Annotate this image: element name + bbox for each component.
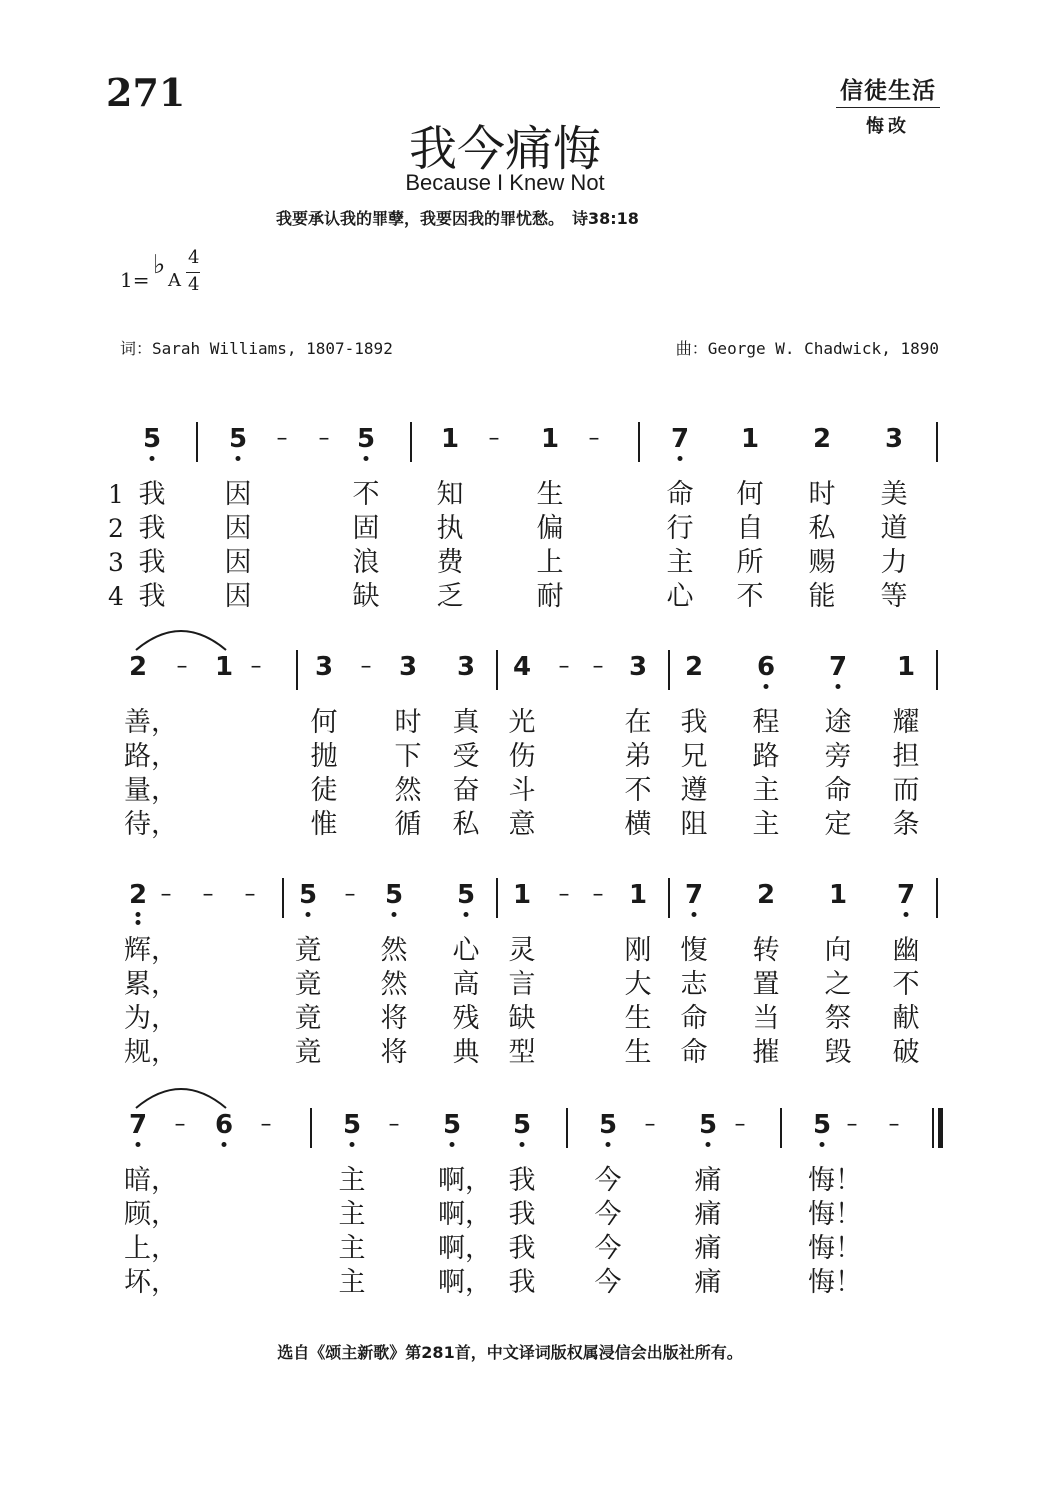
lyric-syllable: 我 bbox=[508, 1199, 536, 1230]
slur-arc bbox=[136, 624, 226, 654]
lyric-syllable: 痛 bbox=[694, 1199, 722, 1230]
sustain-dash: – bbox=[360, 654, 372, 679]
lyric-syllable: 光 bbox=[508, 707, 536, 738]
note: 7 bbox=[896, 880, 916, 910]
lyric-syllable: 奋 bbox=[452, 775, 480, 806]
octave-dot-below bbox=[136, 1142, 141, 1147]
lyric-syllable: 不 bbox=[892, 969, 920, 1000]
lyric-syllable: 而 bbox=[892, 775, 920, 806]
lyric-syllable: 置 bbox=[752, 969, 780, 1000]
lyric-syllable: 待， bbox=[124, 809, 178, 840]
lyric-syllable: 执 bbox=[436, 513, 464, 544]
lyric-syllable: 自 bbox=[736, 513, 764, 544]
octave-dot-below bbox=[236, 456, 241, 461]
lyric-syllable: 主 bbox=[752, 775, 780, 806]
note: 7 bbox=[670, 424, 690, 454]
octave-dot-below bbox=[364, 456, 369, 461]
lyric-syllable: 上， bbox=[124, 1233, 178, 1264]
lyric-syllable: 规， bbox=[124, 1037, 178, 1068]
lyric-syllable: 私 bbox=[452, 809, 480, 840]
note: 5 bbox=[384, 880, 404, 910]
barline bbox=[282, 878, 284, 918]
sustain-dash: – bbox=[488, 426, 500, 451]
sustain-dash: – bbox=[644, 1112, 656, 1137]
barline bbox=[496, 650, 498, 690]
note: 5 bbox=[342, 1110, 362, 1140]
lyric-syllable: 上 bbox=[536, 547, 564, 578]
lyric-syllable: 我 bbox=[138, 581, 166, 612]
note: 7 bbox=[128, 1110, 148, 1140]
octave-dot-below bbox=[350, 1142, 355, 1147]
lyric-syllable: 悔！ bbox=[808, 1199, 862, 1230]
lyric-syllable: 意 bbox=[508, 809, 536, 840]
lyric-syllable: 竟 bbox=[294, 935, 322, 966]
lyric-syllable: 程 bbox=[752, 707, 780, 738]
lyric-syllable: 不 bbox=[624, 775, 652, 806]
note: 2 bbox=[128, 880, 148, 910]
sustain-dash: – bbox=[174, 1112, 186, 1137]
lyric-syllable: 悔！ bbox=[808, 1233, 862, 1264]
lyric-syllable: 然 bbox=[394, 775, 422, 806]
lyric-syllable: 美 bbox=[880, 479, 908, 510]
lyric-syllable: 啊， bbox=[438, 1165, 492, 1196]
note: 6 bbox=[756, 652, 776, 682]
octave-dot-below bbox=[136, 920, 141, 925]
lyric-syllable: 不 bbox=[736, 581, 764, 612]
key-note: A bbox=[168, 270, 181, 291]
lyric-syllable: 缺 bbox=[508, 1003, 536, 1034]
lyric-syllable: 累， bbox=[124, 969, 178, 1000]
sustain-dash: – bbox=[160, 882, 172, 907]
lyric-syllable: 我 bbox=[508, 1233, 536, 1264]
sustain-dash: – bbox=[888, 1112, 900, 1137]
octave-dot-below bbox=[464, 912, 469, 917]
barline bbox=[310, 1108, 312, 1148]
lyric-syllable: 然 bbox=[380, 935, 408, 966]
note: 5 bbox=[442, 1110, 462, 1140]
lyric-syllable: 我 bbox=[138, 513, 166, 544]
source-note: 选自《颂主新歌》第281首，中文译词版权属浸信会出版社所有。 bbox=[277, 1343, 743, 1362]
lyric-syllable: 伤 bbox=[508, 741, 536, 772]
lyric-syllable: 摧 bbox=[752, 1037, 780, 1068]
lyric-syllable: 道 bbox=[880, 513, 908, 544]
lyric-syllable: 生 bbox=[536, 479, 564, 510]
lyric-syllable: 典 bbox=[452, 1037, 480, 1068]
note: 5 bbox=[698, 1110, 718, 1140]
note: 1 bbox=[628, 880, 648, 910]
note: 5 bbox=[298, 880, 318, 910]
lyric-syllable: 主 bbox=[338, 1199, 366, 1230]
octave-dot-below bbox=[706, 1142, 711, 1147]
lyric-syllable: 愎 bbox=[680, 935, 708, 966]
note: 5 bbox=[228, 424, 248, 454]
note: 6 bbox=[214, 1110, 234, 1140]
title-chinese: 我今痛悔 bbox=[408, 121, 601, 177]
octave-dot-below bbox=[692, 912, 697, 917]
lyric-syllable: 能 bbox=[808, 581, 836, 612]
barline bbox=[668, 878, 670, 918]
lyric-syllable: 路， bbox=[124, 741, 178, 772]
octave-dot-below bbox=[836, 684, 841, 689]
barline bbox=[936, 878, 938, 918]
lyric-syllable: 我 bbox=[508, 1165, 536, 1196]
sustain-dash: – bbox=[318, 426, 330, 451]
octave-dot-below bbox=[606, 1142, 611, 1147]
note: 1 bbox=[512, 880, 532, 910]
lyric-syllable: 今 bbox=[594, 1233, 622, 1264]
lyric-syllable: 竟 bbox=[294, 969, 322, 1000]
slur-arc bbox=[136, 1082, 226, 1112]
category-label: 信徒生活 bbox=[836, 72, 940, 108]
lyric-syllable: 我 bbox=[138, 547, 166, 578]
lyric-syllable: 命 bbox=[680, 1037, 708, 1068]
octave-dot-below bbox=[820, 1142, 825, 1147]
lyric-syllable: 真 bbox=[452, 707, 480, 738]
lyric-syllable: 将 bbox=[380, 1003, 408, 1034]
lyric-syllable: 赐 bbox=[808, 547, 836, 578]
sustain-dash: – bbox=[176, 654, 188, 679]
lyric-syllable: 因 bbox=[224, 547, 252, 578]
lyric-syllable: 担 bbox=[892, 741, 920, 772]
title-english: Because I Knew Not bbox=[405, 170, 605, 195]
lyric-syllable: 型 bbox=[508, 1037, 536, 1068]
note: 1 bbox=[740, 424, 760, 454]
note: 5 bbox=[812, 1110, 832, 1140]
note: 5 bbox=[512, 1110, 532, 1140]
music-credit: 曲：George W. Chadwick, 1890 bbox=[675, 339, 939, 358]
lyric-syllable: 顾， bbox=[124, 1199, 178, 1230]
lyric-syllable: 时 bbox=[394, 707, 422, 738]
note: 1 bbox=[440, 424, 460, 454]
lyric-syllable: 祭 bbox=[824, 1003, 852, 1034]
lyric-syllable: 耐 bbox=[536, 581, 564, 612]
note: 3 bbox=[884, 424, 904, 454]
lyric-syllable: 徒 bbox=[310, 775, 338, 806]
lyric-syllable: 私 bbox=[808, 513, 836, 544]
lyric-syllable: 命 bbox=[824, 775, 852, 806]
lyric-syllable: 时 bbox=[808, 479, 836, 510]
lyric-syllable: 将 bbox=[380, 1037, 408, 1068]
note: 5 bbox=[356, 424, 376, 454]
lyric-syllable: 定 bbox=[824, 809, 852, 840]
lyric-syllable: 遵 bbox=[680, 775, 708, 806]
lyric-syllable: 因 bbox=[224, 513, 252, 544]
lyric-syllable: 转 bbox=[752, 935, 780, 966]
lyric-syllable: 途 bbox=[824, 707, 852, 738]
lyric-syllable: 悔！ bbox=[808, 1165, 862, 1196]
sustain-dash: – bbox=[734, 1112, 746, 1137]
sustain-dash: – bbox=[588, 426, 600, 451]
lyric-syllable: 当 bbox=[752, 1003, 780, 1034]
lyric-syllable: 幽 bbox=[892, 935, 920, 966]
note: 2 bbox=[128, 652, 148, 682]
octave-dot-below bbox=[904, 912, 909, 917]
note: 7 bbox=[828, 652, 848, 682]
lyric-syllable: 惟 bbox=[310, 809, 338, 840]
lyric-syllable: 阻 bbox=[680, 809, 708, 840]
sustain-dash: – bbox=[244, 882, 256, 907]
lyric-syllable: 献 bbox=[892, 1003, 920, 1034]
lyric-syllable: 命 bbox=[680, 1003, 708, 1034]
note: 3 bbox=[314, 652, 334, 682]
lyric-syllable: 坏， bbox=[124, 1267, 178, 1298]
lyric-syllable: 痛 bbox=[694, 1267, 722, 1298]
lyric-syllable: 然 bbox=[380, 969, 408, 1000]
lyric-syllable: 主 bbox=[666, 547, 694, 578]
sustain-dash: – bbox=[260, 1112, 272, 1137]
note: 1 bbox=[214, 652, 234, 682]
key-prefix: 1= bbox=[120, 268, 150, 292]
lyric-syllable: 抛 bbox=[310, 741, 338, 772]
octave-dot-below bbox=[520, 1142, 525, 1147]
lyric-syllable: 向 bbox=[824, 935, 852, 966]
barline bbox=[296, 650, 298, 690]
lyric-syllable: 心 bbox=[666, 581, 694, 612]
note: 2 bbox=[812, 424, 832, 454]
lyric-syllable: 残 bbox=[452, 1003, 480, 1034]
lyric-syllable: 旁 bbox=[824, 741, 852, 772]
lyric-syllable: 痛 bbox=[694, 1233, 722, 1264]
note: 2 bbox=[756, 880, 776, 910]
final-barline-thin bbox=[932, 1108, 934, 1148]
lyric-syllable: 啊， bbox=[438, 1233, 492, 1264]
lyric-syllable: 知 bbox=[436, 479, 464, 510]
verse-number: 2 bbox=[108, 514, 124, 543]
time-signature-divider bbox=[186, 272, 200, 273]
subcategory-label: 悔改 bbox=[866, 116, 910, 137]
barline bbox=[566, 1108, 568, 1148]
verse-number: 1 bbox=[108, 480, 124, 509]
lyric-syllable: 条 bbox=[892, 809, 920, 840]
lyric-syllable: 费 bbox=[436, 547, 464, 578]
lyric-syllable: 命 bbox=[666, 479, 694, 510]
barline bbox=[196, 422, 198, 462]
octave-dot-below bbox=[306, 912, 311, 917]
lyric-syllable: 何 bbox=[736, 479, 764, 510]
lyric-syllable: 路 bbox=[752, 741, 780, 772]
sustain-dash: – bbox=[592, 654, 604, 679]
lyric-syllable: 量， bbox=[124, 775, 178, 806]
lyric-syllable: 大 bbox=[624, 969, 652, 1000]
time-signature-numerator: 4 bbox=[188, 247, 200, 268]
lyric-syllable: 暗， bbox=[124, 1165, 178, 1196]
lyric-syllable: 主 bbox=[752, 809, 780, 840]
note: 1 bbox=[896, 652, 916, 682]
lyric-syllable: 今 bbox=[594, 1199, 622, 1230]
lyric-syllable: 今 bbox=[594, 1165, 622, 1196]
lyric-syllable: 我 bbox=[138, 479, 166, 510]
lyric-syllable: 啊， bbox=[438, 1267, 492, 1298]
verse-number: 3 bbox=[108, 548, 124, 577]
lyric-syllable: 毁 bbox=[824, 1037, 852, 1068]
lyric-syllable: 竟 bbox=[294, 1003, 322, 1034]
lyric-syllable: 力 bbox=[880, 547, 908, 578]
lyric-syllable: 言 bbox=[508, 969, 536, 1000]
note: 1 bbox=[540, 424, 560, 454]
time-signature-denominator: 4 bbox=[188, 274, 200, 295]
octave-dot-below bbox=[222, 1142, 227, 1147]
lyric-syllable: 破 bbox=[892, 1037, 920, 1068]
lyric-syllable: 循 bbox=[394, 809, 422, 840]
octave-dot-below bbox=[764, 684, 769, 689]
sustain-dash: – bbox=[558, 882, 570, 907]
barline bbox=[410, 422, 412, 462]
octave-dot-below bbox=[678, 456, 683, 461]
lyric-syllable: 灵 bbox=[508, 935, 536, 966]
lyric-syllable: 高 bbox=[452, 969, 480, 1000]
note: 1 bbox=[828, 880, 848, 910]
scripture-reference: 我要承认我的罪孽，我要因我的罪忧愁。 诗38:18 bbox=[276, 209, 639, 228]
lyric-syllable: 偏 bbox=[536, 513, 564, 544]
lyric-syllable: 斗 bbox=[508, 775, 536, 806]
lyric-syllable: 固 bbox=[352, 513, 380, 544]
hymn-number: 271 bbox=[106, 70, 186, 115]
octave-dot-below bbox=[392, 912, 397, 917]
lyric-syllable: 缺 bbox=[352, 581, 380, 612]
octave-dot-below bbox=[150, 456, 155, 461]
lyric-syllable: 为， bbox=[124, 1003, 178, 1034]
lyric-syllable: 横 bbox=[624, 809, 652, 840]
lyric-syllable: 主 bbox=[338, 1233, 366, 1264]
note: 5 bbox=[456, 880, 476, 910]
sustain-dash: – bbox=[202, 882, 214, 907]
lyric-syllable: 主 bbox=[338, 1165, 366, 1196]
verse-number: 4 bbox=[108, 582, 124, 611]
lyric-syllable: 因 bbox=[224, 479, 252, 510]
note: 2 bbox=[684, 652, 704, 682]
lyrics-credit: 词：Sarah Williams, 1807-1892 bbox=[120, 339, 393, 358]
sustain-dash: – bbox=[846, 1112, 858, 1137]
note: 5 bbox=[598, 1110, 618, 1140]
barline bbox=[936, 650, 938, 690]
lyric-syllable: 行 bbox=[666, 513, 694, 544]
lyric-syllable: 辉， bbox=[124, 935, 178, 966]
barline bbox=[780, 1108, 782, 1148]
barline bbox=[668, 650, 670, 690]
octave-dot-below bbox=[136, 912, 141, 917]
barline bbox=[638, 422, 640, 462]
lyric-syllable: 生 bbox=[624, 1003, 652, 1034]
lyric-syllable: 兄 bbox=[680, 741, 708, 772]
lyric-syllable: 等 bbox=[880, 581, 908, 612]
sustain-dash: – bbox=[250, 654, 262, 679]
lyric-syllable: 竟 bbox=[294, 1037, 322, 1068]
barline bbox=[496, 878, 498, 918]
barline bbox=[936, 422, 938, 462]
lyric-syllable: 善， bbox=[124, 707, 178, 738]
lyric-syllable: 啊， bbox=[438, 1199, 492, 1230]
note: 5 bbox=[142, 424, 162, 454]
lyric-syllable: 下 bbox=[394, 741, 422, 772]
lyric-syllable: 不 bbox=[352, 479, 380, 510]
lyric-syllable: 主 bbox=[338, 1267, 366, 1298]
sustain-dash: – bbox=[592, 882, 604, 907]
note: 3 bbox=[628, 652, 648, 682]
sustain-dash: – bbox=[388, 1112, 400, 1137]
lyric-syllable: 何 bbox=[310, 707, 338, 738]
flat-symbol: ♭ bbox=[153, 250, 166, 280]
lyric-syllable: 之 bbox=[824, 969, 852, 1000]
final-barline-thick bbox=[938, 1108, 943, 1148]
lyric-syllable: 志 bbox=[680, 969, 708, 1000]
lyric-syllable: 我 bbox=[508, 1267, 536, 1298]
lyric-syllable: 受 bbox=[452, 741, 480, 772]
lyric-syllable: 悔！ bbox=[808, 1267, 862, 1298]
lyric-syllable: 心 bbox=[452, 935, 480, 966]
lyric-syllable: 因 bbox=[224, 581, 252, 612]
sustain-dash: – bbox=[558, 654, 570, 679]
lyric-syllable: 弟 bbox=[624, 741, 652, 772]
lyric-syllable: 所 bbox=[736, 547, 764, 578]
octave-dot-below bbox=[450, 1142, 455, 1147]
lyric-syllable: 生 bbox=[624, 1037, 652, 1068]
lyric-syllable: 耀 bbox=[892, 707, 920, 738]
lyric-syllable: 刚 bbox=[624, 935, 652, 966]
sustain-dash: – bbox=[276, 426, 288, 451]
lyric-syllable: 乏 bbox=[436, 581, 464, 612]
lyric-syllable: 在 bbox=[624, 707, 652, 738]
key-signature bbox=[120, 248, 240, 308]
lyric-syllable: 今 bbox=[594, 1267, 622, 1298]
lyric-syllable: 浪 bbox=[352, 547, 380, 578]
note: 7 bbox=[684, 880, 704, 910]
note: 3 bbox=[398, 652, 418, 682]
note: 3 bbox=[456, 652, 476, 682]
lyric-syllable: 我 bbox=[680, 707, 708, 738]
lyric-syllable: 痛 bbox=[694, 1165, 722, 1196]
sustain-dash: – bbox=[344, 882, 356, 907]
note: 4 bbox=[512, 652, 532, 682]
